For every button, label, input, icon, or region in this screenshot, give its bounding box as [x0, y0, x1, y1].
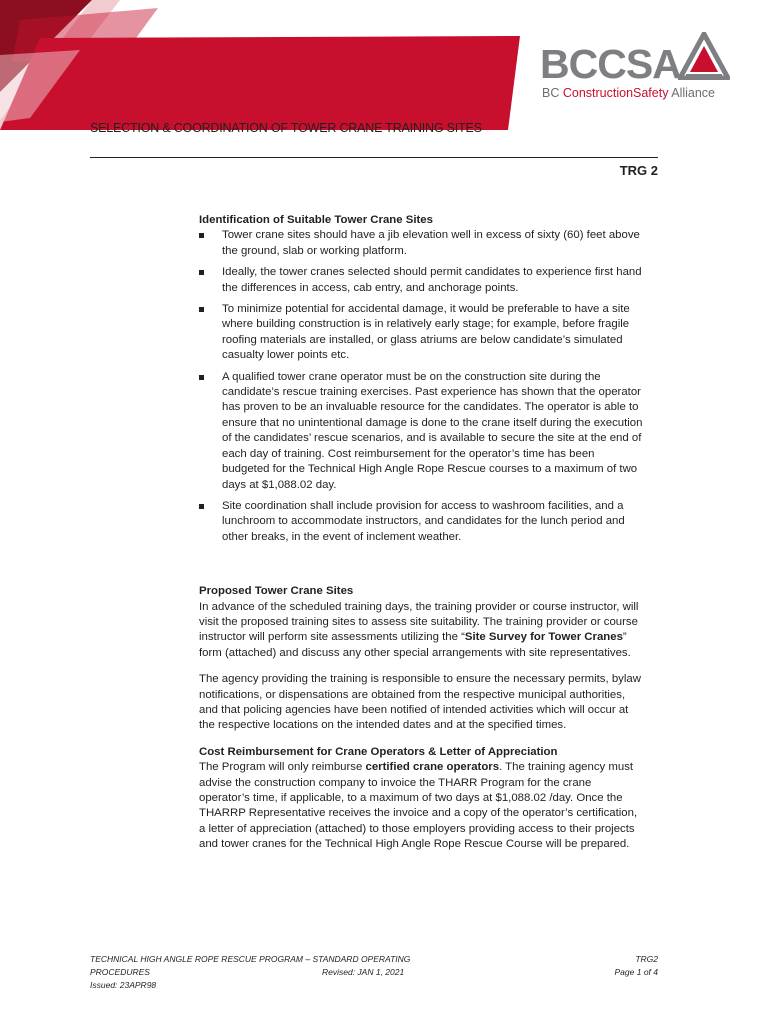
bullet-item — [199, 228, 644, 259]
bullet-text: A qualified tower crane operator must be on the construction site during the candidate’s rescue training exercises. Past experience has shown that the operator has proven to be an invaluable resource for the candidates. The operator is able to ensure that no unintentional damage is done to the crane itself during the execution of the candidates’ rescue scenarios, and is available to secure the site at the end of each day of training. Cost reimbursement for the operator’s time has been budgeted for the Technical High Angle Rope Rescue courses to a maximum of two days at $1,088.02 day. — [222, 370, 643, 491]
bullet-item — [199, 302, 644, 364]
logo-tagline — [542, 87, 715, 100]
tagline-prefix: BC — [542, 86, 563, 100]
banner-stripe-red — [0, 36, 520, 130]
bullet-item — [199, 370, 644, 493]
title-divider — [90, 157, 658, 158]
identification-bullet-list — [199, 228, 644, 545]
bullet-text: Site coordination shall include provision for access to washroom facilities, and a lunchroom to accommodate instructors, and candidates for the lunch period and other breaks, in the event of inclement weather. — [222, 499, 625, 543]
bullet-item — [199, 265, 644, 296]
document-code: TRG 2 — [619, 163, 658, 178]
bullet-square-icon — [199, 375, 204, 380]
logo-wordmark: BCCSA — [540, 41, 681, 87]
footer-issued-date: Issued: 23APR98 — [90, 980, 157, 990]
section-heading-proposed-sites: Proposed Tower Crane Sites — [199, 585, 354, 598]
site-survey-form-name: Site Survey for Tower Cranes — [464, 631, 623, 644]
section-heading-cost-reimbursement: Cost Reimbursement for Crane Operators & Letter of Appreciation — [199, 745, 558, 758]
cost-reimbursement-paragraph: The Program will only reimburse certified crane operators. The training agency must advise the construction company to invoice the THARR Program for the crane operator’s time, if applicable, to a maximum of two days at $1,088.02 /day. Once the THARRP Representative receives the invoice and a copy of the operator’s certification, a letter of appreciation (attached) to those employers providing access to their projects and tower cranes for the Technical High Angle Rope Rescue Course will be prepared. — [199, 761, 638, 851]
document-body — [199, 213, 644, 853]
bullet-text: Tower crane sites should have a jib elevation well in excess of sixty (60) feet above the ground, slab or working platform. — [222, 229, 640, 257]
tagline-highlight: ConstructionSafety — [562, 86, 669, 100]
footer-left — [90, 953, 430, 992]
bullet-text: Ideally, the tower cranes selected should permit candidates to experience first hand the differences in access, cab entry, and anchorage points. — [222, 266, 642, 294]
bullet-square-icon — [199, 504, 204, 509]
logo-triangle-icon — [678, 32, 730, 80]
document-title: SELECTION & COORDINATION OF TOWER CRANE TRAINING SITES — [90, 121, 482, 135]
permits-paragraph: The agency providing the training is responsible to ensure the necessary permits, bylaw notifications, or dispensations are obtained from the respective municipal authorities, and that policing agencies have been notified of intended activities which will occur at the respective locations on the intended dates and at the specified times. — [199, 673, 641, 732]
tagline-suffix: Alliance — [668, 86, 716, 100]
footer-program-name: TECHNICAL HIGH ANGLE ROPE RESCUE PROGRAM – STANDARD OPERATING PROCEDURES — [90, 954, 411, 977]
header-banner — [0, 0, 520, 130]
bullet-square-icon — [199, 307, 204, 312]
proposed-sites-paragraph: In advance of the scheduled training days, the training provider or course instructor, will visit the proposed training sites to assess site suitability. The training provider or course instructor will perform site assessments utilizing the “Site Survey for Tower Cranes” form (attached) and discuss any other special arrangements with site representatives. — [199, 600, 639, 659]
bullet-square-icon — [199, 270, 204, 275]
footer-revised-date: Revised: JAN 1, 2021 — [322, 967, 405, 977]
bullet-item — [199, 499, 644, 545]
certified-operators-text: certified crane operators — [365, 761, 500, 774]
footer-right — [508, 953, 658, 979]
bccsa-logo — [540, 30, 730, 102]
section-heading-identification: Identification of Suitable Tower Crane Sites — [199, 214, 433, 226]
footer-doc-code: TRG2 — [635, 954, 658, 964]
footer-page-number: Page 1 of 4 — [614, 967, 658, 977]
bullet-square-icon — [199, 233, 204, 238]
bullet-text: To minimize potential for accidental damage, it would be preferable to have a site where building construction is in relatively early stage; for example, before fragile roofing materials are installed, or glass atriums are below candidate’s simulated casualty lower points etc. — [222, 303, 630, 362]
